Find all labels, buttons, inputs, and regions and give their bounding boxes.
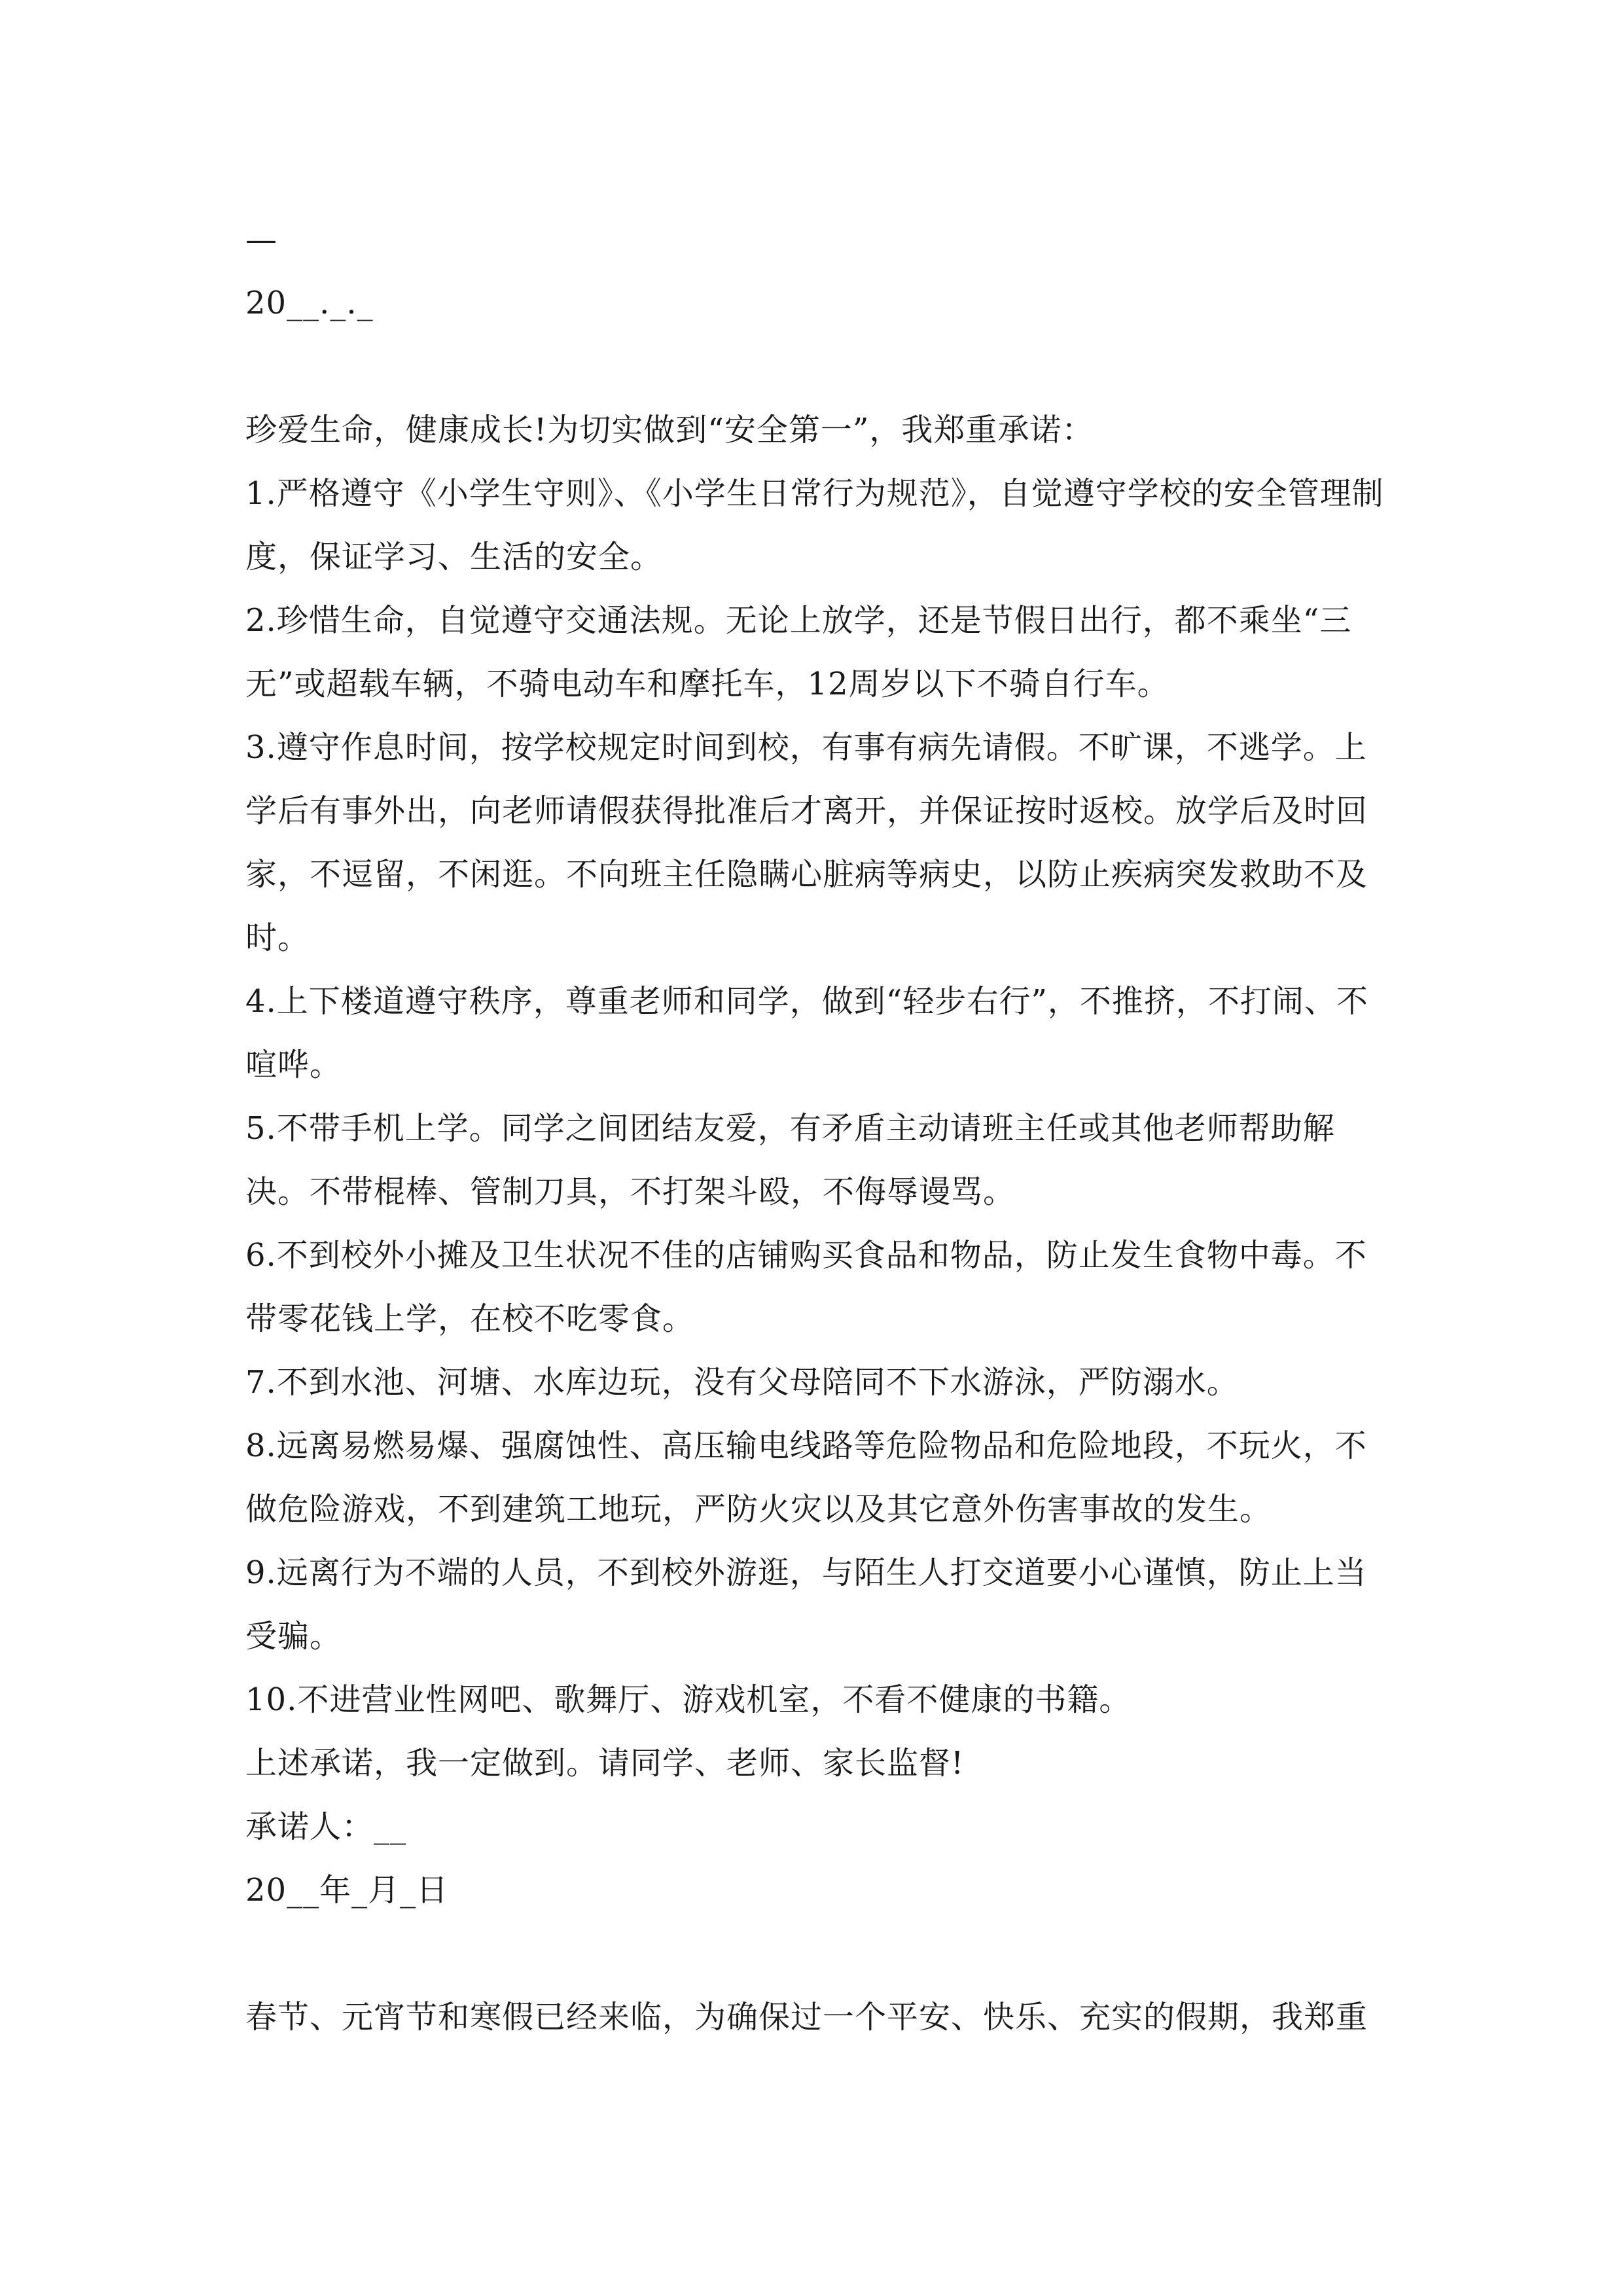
document-body [245,208,1384,2049]
spacer [245,335,1384,399]
pledge-item-4: 4.上下楼道遵守秩序，尊重老师和同学，做到“轻步右行”，不推挤，不打闹、不喧哗。 [245,983,1368,1083]
pledge-item-5: 5.不带手机上学。同学之间团结友爱，有矛盾主动请班主任或其他老师帮助解决。不带棍棒、管制刀具，不打架斗殴，不侮辱谩骂。 [245,1110,1335,1210]
sign-date-line: 20__年_月_日 [245,1872,449,1909]
pledge-item-1: 1.严格遵守《小学生守则》、《小学生日常行为规范》，自觉遵守学校的安全管理制度，保证学习、生活的安全。 [245,475,1384,575]
header-date: 20__._._ [245,285,374,321]
pledge-item-2: 2.珍惜生命，自觉遵守交通法规。无论上放学，还是节假日出行，都不乘坐“三无”或超载车辆，不骑电动车和摩托车，12周岁以下不骑自行车。 [245,602,1352,702]
intro-paragraph: 珍爱生命，健康成长!为切实做到“安全第一”，我郑重承诺： [245,412,1094,448]
pledge-item-3: 3.遵守作息时间，按学校规定时间到校，有事有病先请假。不旷课，不逃学。上学后有事外出，向老师请假获得批准后才离开，并保证按时返校。放学后及时回家，不逗留，不闲逛。不向班主任隐瞒心脏病等病史，以防止疾病突发救助不及时。 [245,729,1368,956]
pledge-item-8: 8.远离易燃易爆、强腐蚀性、高压输电线路等危险物品和危险地段，不玩火，不做危险游戏，不到建筑工地玩，严防火灾以及其它意外伤害事故的发生。 [245,1427,1367,1528]
closing-statement: 上述承诺，我一定做到。请同学、老师、家长监督! [245,1745,965,1782]
pledge-item-10: 10.不进营业性网吧、歌舞厅、游戏机室，不看不健康的书籍。 [245,1681,1132,1718]
pledge-item-7: 7.不到水池、河塘、水库边玩，没有父母陪同不下水游泳，严防溺水。 [245,1364,1239,1401]
spacer [245,1922,1384,1986]
pledge-item-6: 6.不到校外小摊及卫生状况不佳的店铺购买食品和物品，防止发生食物中毒。不带零花钱上学，在校不吃零食。 [245,1237,1367,1337]
next-section-paragraph: 春节、元宵节和寒假已经来临，为确保过一个平安、快乐、充实的假期，我郑重 [245,1999,1368,2036]
pledge-item-9: 9.远离行为不端的人员，不到校外游逛，与陌生人打交道要小心谨慎，防止上当受骗。 [245,1554,1367,1655]
header-dash: — [245,221,277,258]
signer-line: 承诺人：__ [245,1808,407,1845]
